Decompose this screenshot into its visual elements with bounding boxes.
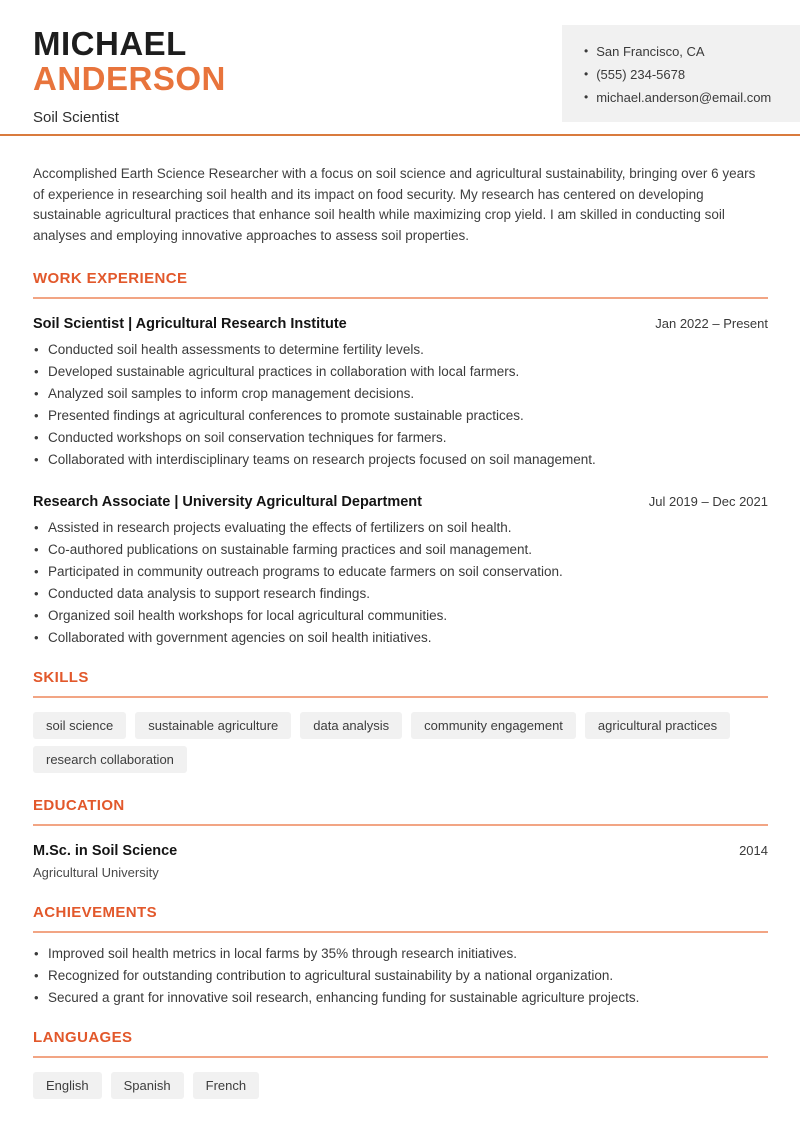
languages-tag-list <box>33 1072 768 1099</box>
job-dates: Jan 2022 – Present <box>655 316 768 331</box>
contact-item-phone <box>584 63 788 86</box>
skill-tag: data analysis <box>300 712 402 739</box>
achievement-bullet: • Improved soil health metrics in local farms by 35% through research initiatives. <box>33 946 768 961</box>
bullet-dot-icon: • <box>584 67 589 81</box>
bullet-dot-icon: • <box>584 90 589 104</box>
job-bullet: • Collaborated with government agencies on soil health initiatives. <box>33 630 768 645</box>
job-title: Research Associate | University Agricultural Department <box>33 494 422 510</box>
job-bullet: • Conducted data analysis to support research findings. <box>33 586 768 601</box>
contact-email: michael.anderson@email.com <box>596 90 772 105</box>
header-divider <box>0 134 800 136</box>
skill-tag: soil science <box>33 712 126 739</box>
language-tag: English <box>33 1072 102 1099</box>
job-bullet: • Participated in community outreach programs to educate farmers on soil conservation. <box>33 564 768 579</box>
job-bullet: • Conducted workshops on soil conservation techniques for farmers. <box>33 430 768 445</box>
job-bullet: • Co-authored publications on sustainable farming practices and soil management. <box>33 542 768 557</box>
last-name: ANDERSON <box>33 60 226 97</box>
resume-header <box>0 0 800 135</box>
summary-paragraph: Accomplished Earth Science Researcher with a focus on soil science and agricultural sustainability, bringing over 6 years of experience in researching soil health and its impact on food security. My research has centered on developing sustainable agricultural practices that enhance soil health while maximizing crop yield. I am skilled in conducting soil analyses and employing innovative approaches to assess soil properties. <box>33 166 756 243</box>
achievement-bullet: • Recognized for outstanding contribution to agricultural sustainability by a national organization. <box>33 968 768 983</box>
skill-tag: community engagement <box>411 712 576 739</box>
job-header <box>33 316 768 332</box>
job-bullet: • Collaborated with interdisciplinary teams on research projects focused on soil management. <box>33 452 768 467</box>
skill-tag: research collaboration <box>33 746 187 773</box>
achievement-bullet: • Secured a grant for innovative soil research, enhancing funding for sustainable agriculture projects. <box>33 990 768 1005</box>
first-name: MICHAEL <box>33 25 187 62</box>
job-bullet: • Developed sustainable agricultural practices in collaboration with local farmers. <box>33 364 768 379</box>
education-degree: M.Sc. in Soil Science <box>33 843 178 859</box>
job-bullet: • Presented findings at agricultural conferences to promote sustainable practices. <box>33 408 768 423</box>
job-bullet: • Organized soil health workshops for local agricultural communities. <box>33 608 768 623</box>
name-block <box>33 26 226 126</box>
contact-phone: (555) 234-5678 <box>596 67 686 82</box>
skills-tag-list <box>33 712 768 773</box>
job-dates: Jul 2019 – Dec 2021 <box>648 494 768 509</box>
contact-item-location <box>584 40 788 63</box>
contact-location: San Francisco, CA <box>596 44 705 59</box>
job-header <box>33 494 768 510</box>
section-heading-skills: SKILLS <box>33 669 768 698</box>
section-heading-achievements: ACHIEVEMENTS <box>33 904 768 933</box>
job-entry <box>33 316 768 467</box>
job-bullet: • Conducted soil health assessments to determine fertility levels. <box>33 342 768 357</box>
job-title: Soil Scientist | Agricultural Research Institute <box>33 316 347 332</box>
contact-box <box>562 25 800 122</box>
achievements-bullet-list <box>33 946 768 1005</box>
role-title: Soil Scientist <box>33 109 119 126</box>
section-heading-work-experience: WORK EXPERIENCE <box>33 270 768 299</box>
job-entry <box>33 494 768 645</box>
education-entry <box>33 843 768 859</box>
skill-tag: agricultural practices <box>585 712 730 739</box>
language-tag: Spanish <box>111 1072 184 1099</box>
skill-tag: sustainable agriculture <box>135 712 291 739</box>
job-bullet: • Assisted in research projects evaluating the effects of fertilizers on soil health. <box>33 520 768 535</box>
section-heading-languages: LANGUAGES <box>33 1029 768 1058</box>
education-year: 2014 <box>739 843 768 858</box>
resume-content <box>0 164 800 1099</box>
bullet-dot-icon: • <box>584 44 589 58</box>
job-bullet-list <box>33 520 768 645</box>
job-bullet: • Analyzed soil samples to inform crop management decisions. <box>33 386 768 401</box>
language-tag: French <box>193 1072 259 1099</box>
contact-item-email <box>584 86 788 109</box>
section-heading-education: EDUCATION <box>33 797 768 826</box>
education-school: Agricultural University <box>33 865 159 880</box>
job-bullet-list <box>33 342 768 467</box>
